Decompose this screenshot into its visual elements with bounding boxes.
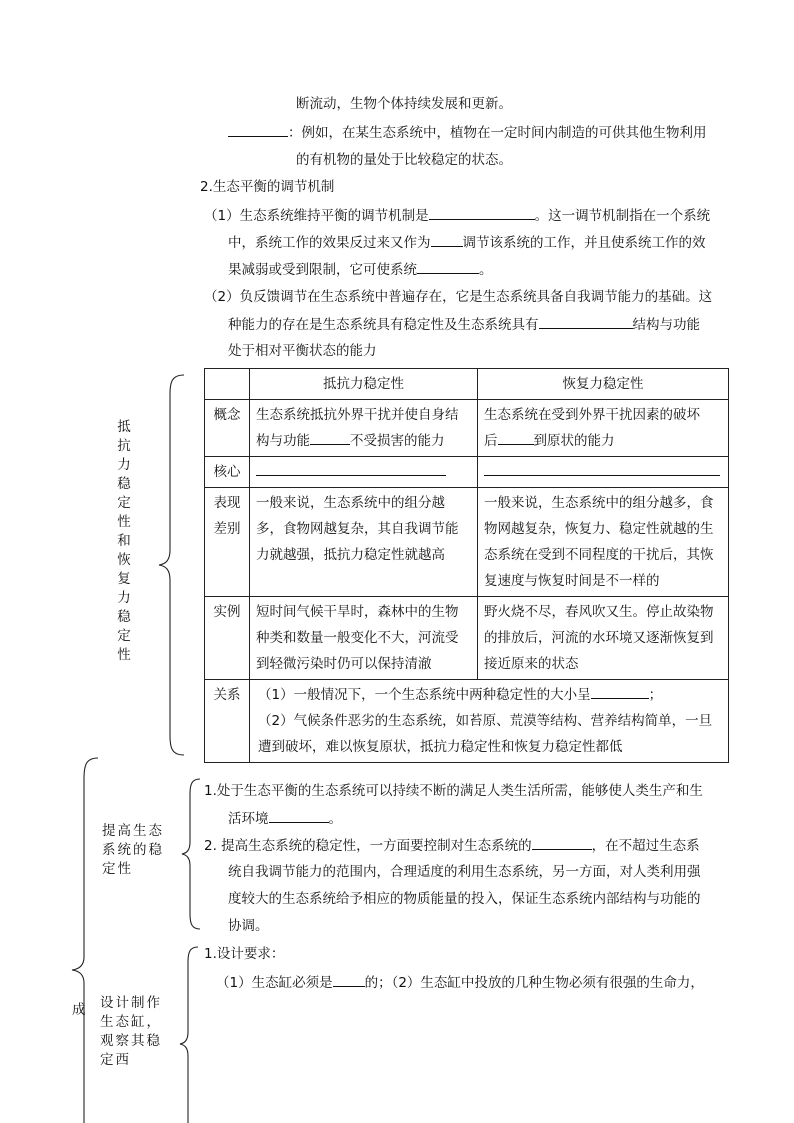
row-label: 关系 <box>205 680 250 763</box>
table-cell: 短时间气候干旱时，森林中的生物种类和数量一般变化不大，河流受到轻微污染时仍可以保持清澈 <box>250 597 478 680</box>
fill-blank[interactable] <box>256 461 446 476</box>
text-line <box>228 259 493 280</box>
text-line <box>228 232 706 253</box>
fill-blank[interactable] <box>333 972 365 987</box>
text-span: 活环境 <box>228 811 269 827</box>
row-label: 实例 <box>205 597 250 680</box>
table-row <box>205 400 729 457</box>
fill-blank[interactable] <box>484 461 720 476</box>
text-span: 结构与功能 <box>632 317 700 333</box>
row-label: 核心 <box>205 457 250 488</box>
table-cell <box>478 400 729 457</box>
fill-blank[interactable] <box>498 430 534 445</box>
fill-blank[interactable] <box>417 259 479 274</box>
cell-text: （1）一般情况下，一个生态系统中两种稳定性的大小呈 <box>258 687 591 703</box>
fill-blank[interactable] <box>269 808 329 823</box>
cell-text: 到原状的能力 <box>533 433 615 449</box>
text-line: 协调。 <box>228 918 269 934</box>
table-cell <box>478 457 729 488</box>
text-line <box>228 122 707 143</box>
text-line <box>228 808 342 829</box>
fill-blank[interactable] <box>429 205 535 220</box>
design-brace <box>178 946 200 1123</box>
fill-blank[interactable] <box>431 232 463 247</box>
text-span: 果减弱或受到限制，它可使系统 <box>228 262 417 278</box>
table-cell: 一般来说，生态系统中的组分越多，食物网越复杂，恢复力、稳定性就越的生态系统在受到不同程度的干扰后，其恢复速度与恢复时间是不一样的 <box>478 488 729 597</box>
text-span: 种能力的存在是生态系统具有稳定性及生态系统具有 <box>228 317 539 333</box>
section-title: 2.生态平衡的调节机制 <box>200 179 335 195</box>
cell-text: ； <box>648 687 663 703</box>
row-label: 表现差别 <box>205 488 250 597</box>
table-row <box>205 597 729 680</box>
design-label: 设计制作生态缸，观察其稳定西 <box>100 995 162 1068</box>
table-cell: 一般来说，生态系统中的组分越多，食物网越复杂，其自我调节能力就越强，抵抗力稳定性就越高 <box>250 488 478 597</box>
text-line: 1.设计要求： <box>204 946 285 962</box>
text-span: 。 <box>328 811 342 827</box>
text-line <box>204 835 700 856</box>
fill-blank[interactable] <box>228 122 288 137</box>
cell-text: 后 <box>484 433 498 449</box>
table-header: 恢复力稳定性 <box>478 369 729 400</box>
improve-label: 提高生态系统的稳定性 <box>102 823 164 877</box>
fill-blank[interactable] <box>532 835 592 850</box>
text-span: 。 <box>479 262 493 278</box>
text-line: 处于相对平衡状态的能力 <box>228 343 377 359</box>
row-label: 概念 <box>205 400 250 457</box>
text-span: ，在不超过生态系 <box>591 838 700 854</box>
cell-text: 生态系统在受到外界干扰因素的破坏 <box>484 407 700 423</box>
text-line <box>216 972 704 993</box>
cell-text: （2）气候条件恶劣的生态系统，如苔原、荒漠等结构、营养结构简单，一旦遭到破坏，难以恢复原状，抵抗力稳定性和恢复力稳定性都低 <box>258 713 713 755</box>
text-span: 中，系统工作的效果反过来又作为 <box>228 235 431 251</box>
text-span: 。这一调节机制指在一个系统 <box>534 208 711 224</box>
text-line: （2）负反馈调节在生态系统中普遍存在，它是生态系统具备自我调节能力的基础。这 <box>204 289 713 305</box>
brace-label-stability: 抵抗力稳定性和恢复力稳定性 <box>117 419 131 663</box>
cell-text: 不受损害的能力 <box>350 433 445 449</box>
text-span: 的；（2）生态缸中投放的几种生物必须有很强的生命力， <box>364 975 704 991</box>
cheng-char: 成 <box>72 1002 86 1018</box>
table-cell <box>250 680 729 763</box>
outer-brace <box>68 757 100 1123</box>
fill-blank[interactable] <box>591 684 649 699</box>
text-span: 2. 提高生态系统的稳定性，一方面要控制对生态系统的 <box>204 838 532 854</box>
left-brace <box>158 374 188 756</box>
text-span: ：例如，在某生态系统中，植物在一定时间内制造的可供其他生物利用 <box>288 125 707 141</box>
stability-table <box>204 368 729 763</box>
table-cell <box>250 457 478 488</box>
table-header: 抵抗力稳定性 <box>250 369 478 400</box>
text-span: （1）生态缸必须是 <box>216 975 333 991</box>
table-cell <box>250 400 478 457</box>
text-line: 断流动，生物个体持续发展和更新。 <box>296 96 512 112</box>
text-span: （1）生态系统维持平衡的调节机制是 <box>204 208 429 224</box>
fill-blank[interactable] <box>310 430 350 445</box>
table-cell: 野火烧不尽，春风吹又生。停止故染物的排放后，河流的水环境又逐渐恢复到接近原来的状态 <box>478 597 729 680</box>
table-corner <box>205 369 250 400</box>
cell-text: 构与功能 <box>256 433 310 449</box>
table-row <box>205 457 729 488</box>
table-row <box>205 488 729 597</box>
text-line: 度较大的生态系统给予相应的物质能量的投入，保证生态系统内部结构与功能的 <box>228 891 701 907</box>
table-row <box>205 680 729 763</box>
fill-blank[interactable] <box>539 314 633 329</box>
text-line <box>204 205 710 226</box>
improve-brace <box>180 778 202 930</box>
text-line: 统自我调节能力的范围内，合理适度的利用生态系统，另一方面，对人类利用强 <box>228 864 701 880</box>
text-line: 的有机物的量处于比较稳定的状态。 <box>296 152 512 168</box>
cell-text: 生态系统抵抗外界干扰并使自身结 <box>256 407 459 423</box>
text-span: 调节该系统的工作，并且使系统工作的效 <box>462 235 706 251</box>
text-line <box>228 314 700 335</box>
text-line: 1.处于生态平衡的生态系统可以持续不断的满足人类生活所需，能够使人类生产和生 <box>204 783 703 799</box>
